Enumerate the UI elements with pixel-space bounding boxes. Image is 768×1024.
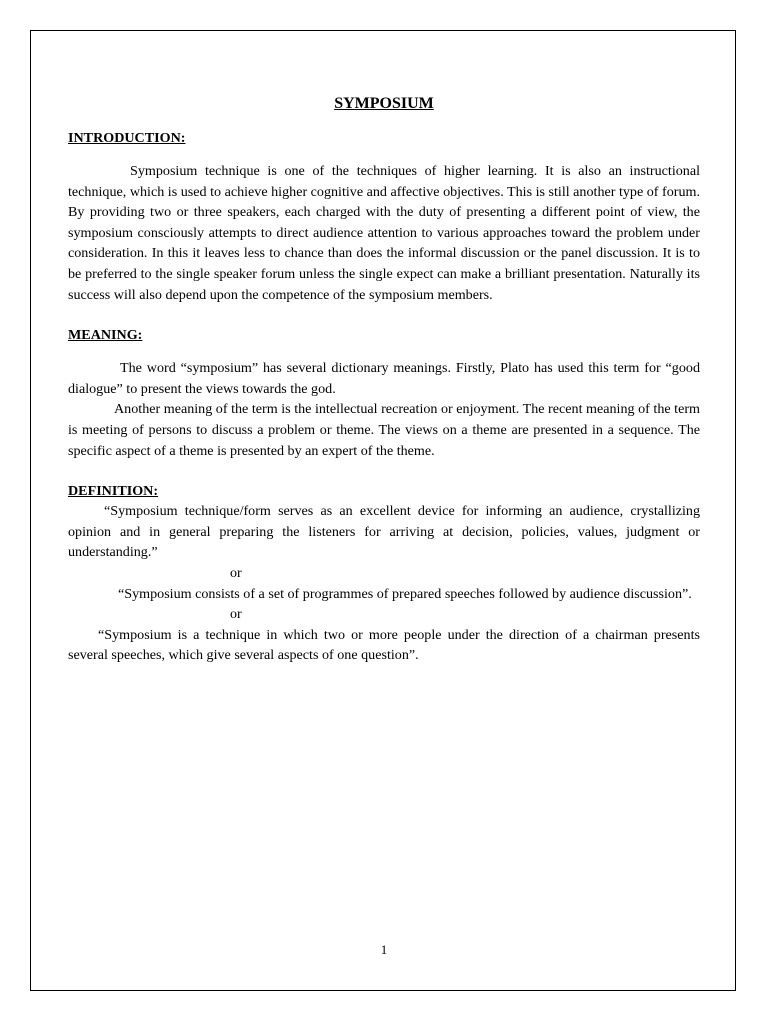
definition-quote-2: “Symposium consists of a set of programmes of prepared speeches followed by audience discussion”. — [118, 585, 692, 602]
document-body — [68, 92, 700, 666]
meaning-paragraph-2: Another meaning of the term is the intellectual recreation or enjoyment. The recent meaning of the term is meeting of persons to discuss a problem or theme. The views on a theme are presented in a sequence. The specific aspect of a theme is presented by an expert of the theme. — [68, 401, 700, 459]
definition-quote-1: “Symposium technique/form serves as an excellent device for informing an audience, crystallizing opinion and in general preparing the listeners for arriving at decision, policies, values, judgment or understanding.” — [68, 503, 700, 561]
definition-or-separator-1: or — [230, 564, 242, 581]
meaning-paragraph-1: The word “symposium” has several dictionary meanings. Firstly, Plato has used this term for “good dialogue” to present the views towards the god. — [68, 360, 700, 397]
definition-or-separator-2: or — [230, 606, 242, 623]
introduction-paragraph: Symposium technique is one of the techniques of higher learning. It is also an instructional technique, which is used to achieve higher cognitive and affective objectives. This is still another type of forum. By providing two or three speakers, each charged with the duty of presenting a different point of view, the symposium consciously attempts to direct audience attention to various approaches toward the problem under consideration. In this it leaves less to chance than does the informal discussion or the panel discussion. It is to be preferred to the single speaker forum unless the single expect can make a brilliant presentation. Naturally its success will also depend upon the competence of the symposium members. — [68, 163, 700, 303]
section-definition — [68, 481, 700, 666]
section-introduction — [68, 128, 700, 305]
meaning-heading: MEANING: — [68, 327, 143, 344]
document-title: SYMPOSIUM — [334, 95, 434, 112]
introduction-heading: INTRODUCTION: — [68, 130, 186, 146]
definition-quote-3: “Symposium is a technique in which two or more people under the direction of a chairman presents several speeches, which give several aspects of one question”. — [68, 626, 700, 664]
section-meaning — [68, 325, 700, 461]
page-number: 1 — [380, 942, 388, 957]
definition-heading: DEFINITION: — [68, 483, 159, 500]
